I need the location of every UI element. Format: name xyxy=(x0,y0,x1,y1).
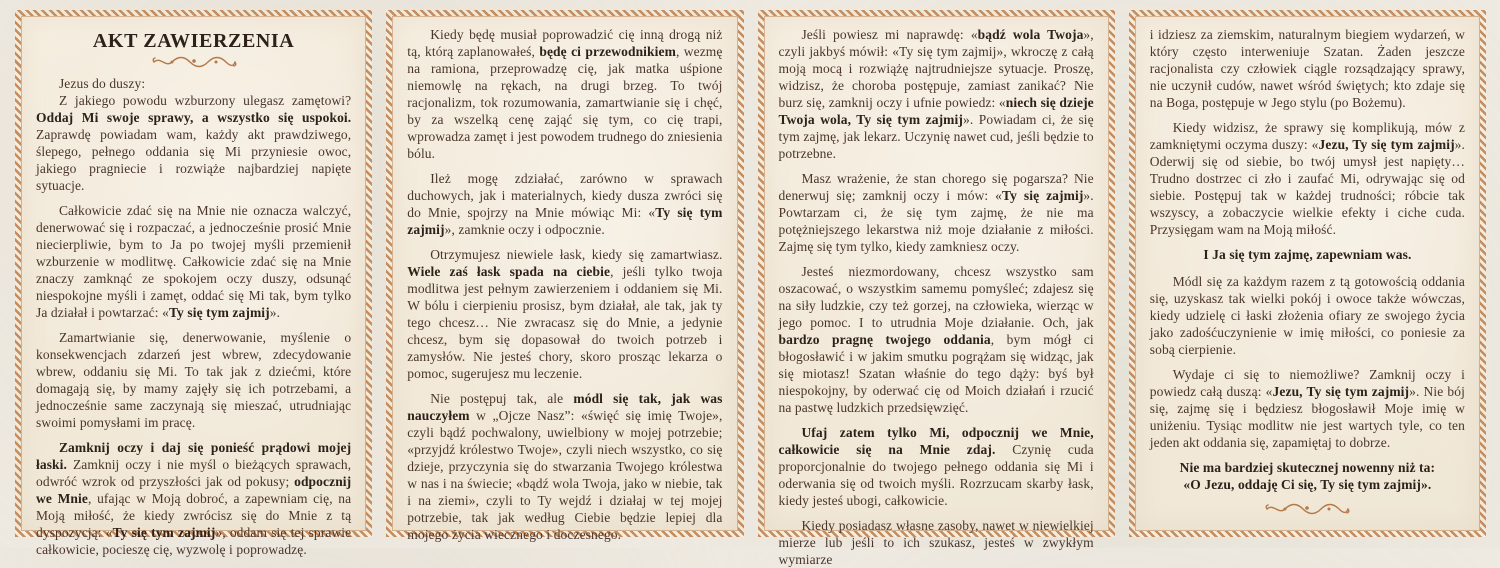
body-paragraph xyxy=(36,439,351,558)
body-text: Kiedy posiadasz własne zasoby, nawet w niewielkiej mierze lub jeśli to ich szukasz, jesteś w zwykłym wymiarze xyxy=(778,518,1094,567)
emphasis-text: będę ci przewodnikiem xyxy=(539,44,676,59)
body-text: Całkowicie zdać się na Mnie nie oznacza walczyć, denerwować się i rozpaczać, a jednocześnie prosić Mnie niecierpliwie, bym to Ja po twojej myśli przemienił wzburzenie w modlitwę. Całkowicie zdać się na Mnie znaczy zamknąć ze spokojem oczy duszy, odsunąć niespokojne myśli i zamęt, oddać się Mi tak, bym tylko Ja działał i powtarzać: « xyxy=(36,203,352,320)
floral-flourish-icon xyxy=(150,56,238,68)
body-text: , jeśli tylko twoja modlitwa jest pełnym zawierzeniem i oddaniem się Mi. W bólu i cierpieniu prosisz, bym działał, ale tak, jak ty tego chcesz… Nie zwracasz się do Mnie, a jedynie chcesz, bym się dopasował do twoich potrzeb i zamysłów. Nie jesteś chory, skoro prosząc lekarza o pomoc, sugerujesz mu leczenie. xyxy=(407,264,723,381)
document-title: AKT ZAWIERZENIA xyxy=(92,30,295,52)
emphasis-text: Oddaj Mi swoje sprawy, a wszystko się uspokoi. xyxy=(36,110,352,125)
panel-2 xyxy=(386,10,743,542)
body-text: ». Oderwij się od siebie, bo twój umysł jest napięty… Trudno dostrzec ci zło i zaufać Mi, odrywając się od siebie. Postępuj tak w każdej trudności; róbcie tak wszyscy, a zobaczycie wielkie efekty i ciche cuda. Przysięgam wam na Moją miłość. xyxy=(1149,137,1465,237)
body-paragraph xyxy=(407,246,722,382)
body-text: , ufając w Moją dobroć, a zapewniam cię, na Moją miłość, że kiedy zwrócisz się do Mnie z tą dyspozycją: « xyxy=(36,491,352,540)
panel-1 xyxy=(15,10,372,557)
body-text: Zamartwianie się, denerwowanie, myślenie o konsekwencjach zdarzeń jest wbrew, zdecydowanie wbrew, oddaniu się Mi. To tak jak z dziećmi, które domagają się, by mamy zajęły się ich potrzebami, a jednocześnie same zaczynają się mieszać, utrudniając swoimi pomysłami im pracę. xyxy=(36,330,352,430)
panel-3 xyxy=(758,10,1115,567)
body-text: w „Ojcze Nasz”: «święć się imię Twoje», czyli bądź pochwalony, uwielbiony w mojej potrzebie; «przyjdź królestwo Twoje», czyli niech wszystko, co się dzieje, przyczynia się do stwarzania Twojego królestwa w nas i na świecie; «bądź wola Twoja, jako w niebie, tak i na ziemi», czyli to Ty wejdź i działaj w tej mojej potrzebie, tak jak według Ciebie będzie lepiej dla mojego życia wiecznego i doczesnego. xyxy=(407,408,723,542)
body-text: i idziesz za ziemskim, naturalnym biegiem wydarzeń, w który często interweniuje Szatan. Żaden jeszcze racjonalista czy człowiek ciągle rozsądzający sprawy, nie uczynił cudów, nawet wśród świętych; kto zdaje się na Boga, postępuje w Jego stylu (po Bożemu). xyxy=(1149,27,1465,110)
body-text: Wydaje ci się to niemożliwe? Zamknij oczy i powiedz całą duszą: « xyxy=(1149,367,1465,399)
emphasis-text: Jezu, Ty się tym zajmij xyxy=(1318,137,1455,152)
body-text: », czyli jakbyś mówił: «Ty się tym zajmij», wkroczę z całą moją mocą i rozwiążę najtrudniejsze sytuacje. Proszę, widzisz, że choroba postępuje, zamiast zanikać? Nie burz się, zamknij oczy i ufnie powiedz: « xyxy=(778,27,1094,110)
body-paragraph xyxy=(36,202,351,321)
emphasis-text: Jezu, Ty się tym zajmij xyxy=(1272,384,1410,399)
body-text: Módl się za każdym razem z tą gotowością oddania się, uzyskasz tak wielki pokój i owoce także wówczas, kiedy udzielę ci łaski złożenia ofiary ze swojego życia jako zadośćuczynienie w imię miłości, co poniesie za sobą cierpienie. xyxy=(1149,274,1465,357)
body-paragraph xyxy=(407,170,722,238)
title-flourish-ornament xyxy=(36,56,351,68)
emphasis-text: Ty się zajmij xyxy=(1002,188,1084,203)
body-text: », oddam się tej sprawie całkowicie, pocieszę cię, wyzwolę i poprowadzę. xyxy=(36,525,352,557)
body-text: ». Nie bój się, zajmę się i będziesz błogosławił Moje imię w uniżeniu. Tysiąc modlitw nie jest wartych tyle, co ten jeden akt oddania się, zapamiętaj to dobrze. xyxy=(1149,384,1465,450)
body-text: ». Powtarzam ci, że się tym zajmę, że nie ma potężniejszego lekarstwa niż moje działanie z miłości. Zajmę się tym tylko, kiedy zamkniesz oczy. xyxy=(778,188,1094,254)
body-text: Jezus do duszy: xyxy=(58,76,146,91)
body-paragraph xyxy=(779,263,1094,416)
body-text: , wezmę na ramiona, przeprowadzę cię, jak matka uśpione niemowlę na rękach, na drugi brzeg. To twój racjonalizm, tok rozumowania, zamartwianie się i chęć, by za wszelką cenę zająć się tym, co cię trapi, wprowadza zamęt i jest powodem trudnego do zniesienia bólu. xyxy=(407,44,723,161)
emphasis-text: Ty się tym zajmij xyxy=(407,205,723,237)
body-paragraph xyxy=(36,92,351,194)
body-paragraph xyxy=(1150,26,1465,111)
emphasis-text: bądź wola Twoja xyxy=(977,27,1084,42)
emphasis-text: I Ja się tym zajmę, zapewniam was. xyxy=(1203,247,1412,262)
emphasis-text: módl się tak, jak was nauczyłem xyxy=(407,391,723,423)
panel-4 xyxy=(1129,10,1486,537)
emphasis-text: Ty się tym zajmij xyxy=(168,305,270,320)
body-text: Nie postępuj tak, ale xyxy=(430,391,574,406)
body-text: , bym mógł ci błogosławić i w jakim smutku pogrążam się widząc, jak się miotasz! Szatan właśnie do tego dąży: byś był niespokojny, by oderwać cię od Moich działań i rzucić na pastwę ludzkich przedsięwzięć. xyxy=(778,332,1094,415)
body-paragraph xyxy=(779,424,1094,509)
body-paragraph xyxy=(407,26,722,162)
emphasis-text: «O Jezu, oddaję Ci się, Ty się tym zajmij». xyxy=(1183,477,1432,492)
body-text: Z jakiego powodu wzburzony ulegasz zamętowi? xyxy=(58,93,352,108)
closing-flourish-ornament xyxy=(1150,503,1465,515)
body-text: ». xyxy=(269,305,281,320)
floral-flourish-icon xyxy=(1263,503,1351,515)
body-text: Otrzymujesz niewiele łask, kiedy się zamartwiasz. xyxy=(430,247,723,262)
panel-2-text xyxy=(407,26,722,543)
body-text: Masz wrażenie, że stan chorego się pogarsza? Nie denerwuj się; zamknij oczy i mów: « xyxy=(778,171,1094,203)
body-text: Zamknij oczy i nie myśl o bieżących sprawach, odwróć wzrok od przyszłości jak od pokusy; xyxy=(36,457,352,489)
body-paragraph xyxy=(407,390,722,543)
centered-emphasis-paragraph xyxy=(1150,459,1465,493)
emphasis-text: Ty się tym zajmij xyxy=(112,525,216,540)
body-paragraph xyxy=(779,517,1094,568)
panel-1-text xyxy=(36,75,351,558)
body-text: ». Powiadam ci, że się tym zajmę, jak lekarz. Uczynię nawet cud, jeśli będzie to potrzebne. xyxy=(778,112,1094,161)
body-paragraph xyxy=(36,75,351,92)
body-paragraph xyxy=(779,170,1094,255)
emphasis-text: Nie ma bardziej skutecznej nowenny niż ta: xyxy=(1179,460,1436,475)
emphasis-text: odpocznij we Mnie xyxy=(36,474,352,506)
body-text: Kiedy widzisz, że sprawy się komplikują, mów z zamkniętymi oczyma duszy: « xyxy=(1149,120,1465,152)
body-text: », zamknie oczy i odpocznie. xyxy=(444,222,605,237)
body-paragraph xyxy=(779,26,1094,162)
panel-4-text xyxy=(1150,26,1465,493)
body-text: Kiedy będę musiał poprowadzić cię inną drogą niż tą, którą zaplanowałeś, xyxy=(407,27,723,59)
body-paragraph xyxy=(1150,119,1465,238)
emphasis-text: niech się dzieje Twoja wola, Ty się tym zajmij xyxy=(778,95,1094,127)
centered-emphasis-paragraph xyxy=(1150,246,1465,263)
body-text: Ileż mogę zdziałać, zarówno w sprawach duchowych, jak i materialnych, kiedy dusza zwróci się do Mnie, spojrzy na Mnie mówiąc Mi: « xyxy=(407,171,723,220)
panel-3-text xyxy=(779,26,1094,568)
body-text: Jesteś niezmordowany, chcesz wszystko sam oszacować, o wszystkim samemu pomyśleć; zdajesz się na siły ludzkie, czy też gorzej, na człowieka, wierząc w jego pomoc. I to utrudnia Moje działanie. Och, jak xyxy=(778,264,1094,330)
emphasis-text: Zamknij oczy i daj się ponieść prądowi mojej łaski. xyxy=(36,440,352,472)
body-text: Czynię cuda proporcjonalnie do twojego pełnego oddania się Mi i oderwania się od twoich myśli. Rozrzucam skarby łask, kiedy jesteś ubogi, całkowicie. xyxy=(778,442,1094,508)
body-paragraph xyxy=(1150,273,1465,358)
body-text: Jeśli powiesz mi naprawdę: « xyxy=(801,27,978,42)
body-paragraph xyxy=(1150,366,1465,451)
body-text: Zaprawdę powiadam wam, każdy akt prawdziwego, ślepego, pełnego oddania się Mi przyniesie owoc, jakiego pragniecie i rozwiąże najbardziej napięte sytuacje. xyxy=(36,127,352,193)
emphasis-text: Wiele zaś łask spada na ciebie xyxy=(407,264,611,279)
emphasis-text: Ufaj zatem tylko Mi, odpocznij we Mnie, całkowicie się na Mnie zdaj. xyxy=(778,425,1094,457)
body-paragraph xyxy=(36,329,351,431)
emphasis-text: bardzo pragnę twojego oddania xyxy=(778,332,991,347)
